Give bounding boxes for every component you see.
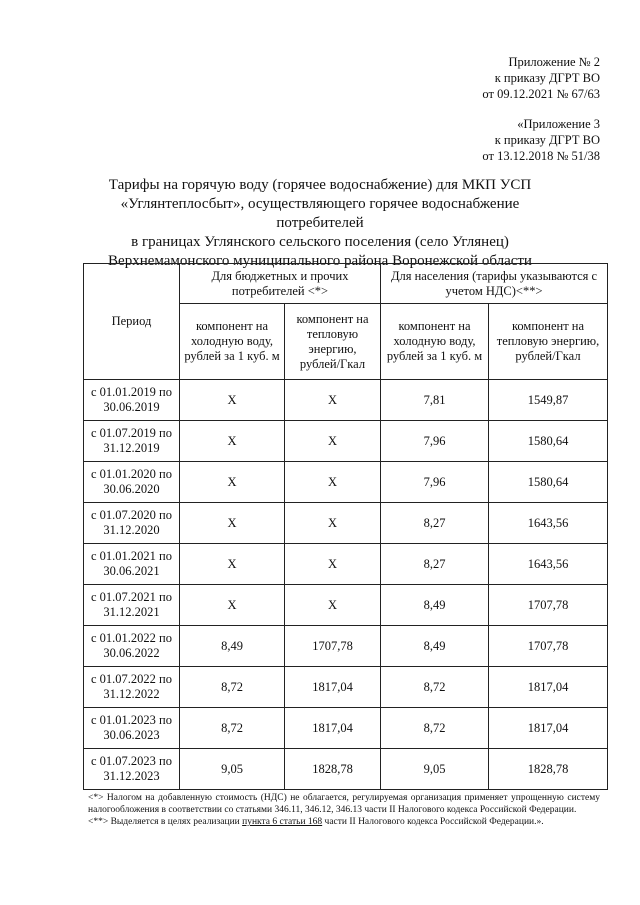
population-cold-cell: 8,27 xyxy=(381,544,489,585)
budget-cold-cell: 8,72 xyxy=(180,708,285,749)
population-cold-cell: 9,05 xyxy=(381,749,489,790)
budget-cold-cell: 8,49 xyxy=(180,626,285,667)
budget-cold-cell: 9,05 xyxy=(180,749,285,790)
budget-cold-cell: 8,72 xyxy=(180,667,285,708)
period-cell: с 01.07.2019 по 31.12.2019 xyxy=(84,421,180,462)
population-cold-cell: 8,49 xyxy=(381,626,489,667)
footnote-text: части II Налогового кодекса Российской Федерации.». xyxy=(322,817,544,827)
table-row xyxy=(84,749,608,790)
period-cell: с 01.07.2023 по 31.12.2023 xyxy=(84,749,180,790)
old-appendix-reference xyxy=(482,116,600,164)
footnotes xyxy=(88,792,600,828)
table-row xyxy=(84,380,608,421)
population-cold-cell: 8,49 xyxy=(381,585,489,626)
population-heat-cell: 1707,78 xyxy=(489,626,608,667)
table-row xyxy=(84,544,608,585)
appendix-number: Приложение № 2 xyxy=(508,55,600,69)
population-heat-cell: 1828,78 xyxy=(489,749,608,790)
table-row xyxy=(84,503,608,544)
population-cold-cell: 8,72 xyxy=(381,708,489,749)
budget-heat-cell: 1817,04 xyxy=(285,708,381,749)
table-row xyxy=(84,585,608,626)
population-cold-cell: 7,96 xyxy=(381,462,489,503)
population-cold-cell: 7,81 xyxy=(381,380,489,421)
population-cold-water-header: компонент на холодную воду, рублей за 1 куб. м xyxy=(381,304,489,380)
budget-heat-cell: 1828,78 xyxy=(285,749,381,790)
table-row xyxy=(84,421,608,462)
population-heat-cell: 1580,64 xyxy=(489,462,608,503)
population-heat-cell: 1707,78 xyxy=(489,585,608,626)
budget-heat-cell: Х xyxy=(285,544,381,585)
budget-heat-cell: Х xyxy=(285,380,381,421)
tariff-table xyxy=(83,263,608,790)
budget-cold-cell: Х xyxy=(180,380,285,421)
tax-code-link[interactable]: пункта 6 статьи 168 xyxy=(242,817,323,827)
period-cell: с 01.01.2021 по 30.06.2021 xyxy=(84,544,180,585)
footnote-text: <**> Выделяется в целях реализации xyxy=(88,817,243,827)
period-cell: с 01.01.2020 по 30.06.2020 xyxy=(84,462,180,503)
footnote-vat-exempt: <*> Налогом на добавленную стоимость (НДС) не облагается, регулируемая организация применяет упрощенную систему налогообложения в соответствии со статьями 346.11, 346.12, 346.13 части II Налогового кодекса Российской Федерации. xyxy=(88,793,600,815)
population-cold-cell: 8,72 xyxy=(381,667,489,708)
budget-heat-header: компонент на тепловую энергию, рублей/Гкал xyxy=(285,304,381,380)
budget-cold-cell: Х xyxy=(180,421,285,462)
period-cell: с 01.01.2023 по 30.06.2023 xyxy=(84,708,180,749)
title-line: в границах Углянского сельского поселения (село Углянец) xyxy=(131,234,509,250)
title-line: Верхнемамонского муниципального района Воронежской области xyxy=(108,253,532,269)
period-cell: с 01.01.2019 по 30.06.2019 xyxy=(84,380,180,421)
old-appendix-date: от 13.12.2018 № 51/38 xyxy=(482,149,600,163)
tariff-table-body xyxy=(84,380,608,790)
period-cell: с 01.07.2020 по 31.12.2020 xyxy=(84,503,180,544)
document-title xyxy=(80,176,560,271)
budget-cold-cell: Х xyxy=(180,462,285,503)
budget-group-header: Для бюджетных и прочих потребителей <*> xyxy=(180,264,381,304)
population-group-header: Для населения (тарифы указываются с учетом НДС)<**> xyxy=(381,264,608,304)
appendix-reference xyxy=(482,54,600,102)
title-line: Тарифы на горячую воду (горячее водоснабжение) для МКП УСП xyxy=(108,177,532,193)
table-row xyxy=(84,462,608,503)
budget-heat-cell: 1817,04 xyxy=(285,667,381,708)
table-row xyxy=(84,708,608,749)
budget-cold-cell: Х xyxy=(180,585,285,626)
period-cell: с 01.07.2021 по 31.12.2021 xyxy=(84,585,180,626)
population-heat-header: компонент на тепловую энергию, рублей/Гкал xyxy=(489,304,608,380)
population-cold-cell: 7,96 xyxy=(381,421,489,462)
appendix-order: к приказу ДГРТ ВО xyxy=(494,71,600,85)
footnote-vat-included xyxy=(88,816,600,828)
budget-heat-cell: Х xyxy=(285,585,381,626)
period-header: Период xyxy=(84,264,180,380)
budget-cold-cell: Х xyxy=(180,503,285,544)
budget-cold-water-header: компонент на холодную воду, рублей за 1 куб. м xyxy=(180,304,285,380)
population-heat-cell: 1817,04 xyxy=(489,667,608,708)
population-heat-cell: 1817,04 xyxy=(489,708,608,749)
appendix-date: от 09.12.2021 № 67/63 xyxy=(482,87,600,101)
population-heat-cell: 1643,56 xyxy=(489,544,608,585)
old-appendix-number: «Приложение 3 xyxy=(517,117,600,131)
budget-cold-cell: Х xyxy=(180,544,285,585)
population-heat-cell: 1580,64 xyxy=(489,421,608,462)
period-cell: с 01.07.2022 по 31.12.2022 xyxy=(84,667,180,708)
budget-heat-cell: Х xyxy=(285,462,381,503)
population-cold-cell: 8,27 xyxy=(381,503,489,544)
period-cell: с 01.01.2022 по 30.06.2022 xyxy=(84,626,180,667)
title-line: «Углянтеплосбыт», осуществляющего горячее водоснабжение потребителей xyxy=(120,196,520,231)
budget-heat-cell: Х xyxy=(285,421,381,462)
population-heat-cell: 1549,87 xyxy=(489,380,608,421)
table-row xyxy=(84,626,608,667)
budget-heat-cell: Х xyxy=(285,503,381,544)
table-row xyxy=(84,667,608,708)
old-appendix-order: к приказу ДГРТ ВО xyxy=(494,133,600,147)
population-heat-cell: 1643,56 xyxy=(489,503,608,544)
budget-heat-cell: 1707,78 xyxy=(285,626,381,667)
